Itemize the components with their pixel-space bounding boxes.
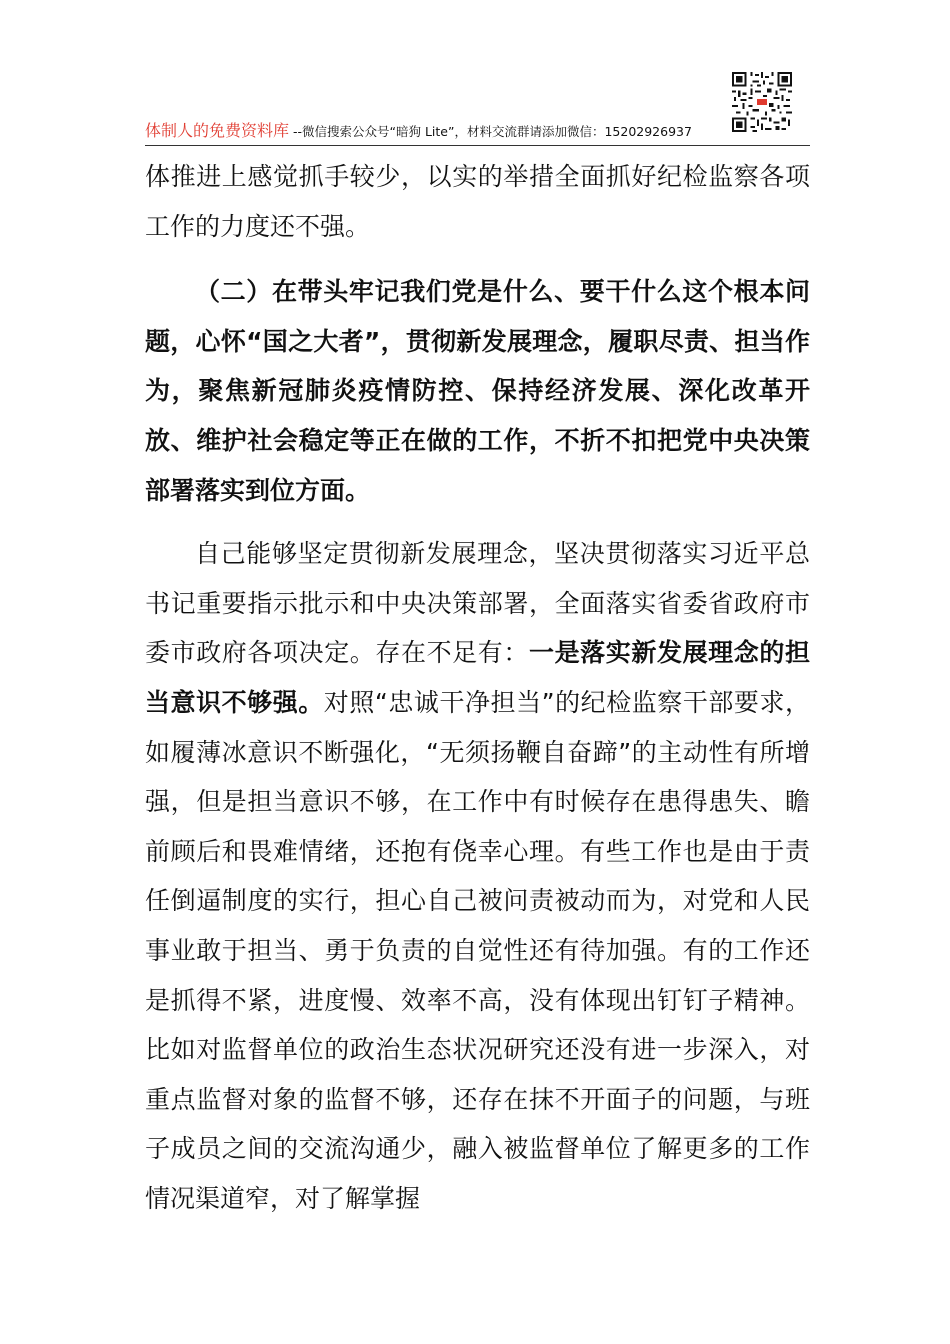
- paragraph-intro: 自己能够坚定贯彻新发展理念，坚决贯彻落实习近平总书记重要指示批示和中央决策部署，全面落实省委省政府市委市政府各项决定。存在不足有：: [145, 539, 810, 668]
- header-brand: 体制人的免费资料库: [145, 121, 290, 140]
- paragraph-continued: 体推进上感觉抓手较少，以实的举措全面抓好纪检监察各项工作的力度还不强。: [145, 162, 810, 241]
- header-tagline: --微信搜索公众号“暗狗 Lite”，材料交流群请添加微信：15202926937: [289, 124, 692, 139]
- paragraph-body: [145, 529, 810, 1223]
- page-header: [145, 70, 810, 146]
- section-heading: （二）在带头牢记我们党是什么、要干什么这个根本问题，心怀“国之大者”，贯彻新发展理念，履职尽责、担当作为，聚焦新冠肺炎疫情防控、保持经济发展、深化改革开放、维护社会稳定等正在做的工作，不折不扣把党中央决策部署落实到位方面。: [145, 277, 810, 505]
- qr-code-icon: [732, 72, 792, 132]
- paragraph-detail: 对照“忠诚干净担当”的纪检监察干部要求，如履薄冰意识不断强化，“无须扬鞭自奋蹄”的主动性有所增强，但是担当意识不够，在工作中有时候存在患得患失、瞻前顾后和畏难情绪，还抱有侥幸心理。有些工作也是由于责任倒逼制度的实行，担心自己被问责被动而为，对党和人民事业敢于担当、勇于负责的自觉性还有待加强。有的工作还是抓得不紧，进度慢、效率不高，没有体现出钉钉子精神。比如对监督单位的政治生态状况研究还没有进一步深入，对重点监督对象的监督不够，还存在抹不开面子的问题，与班子成员之间的交流沟通少，融入被监督单位了解更多的工作情况渠道窄，对了解掌握: [145, 687, 810, 1213]
- document-body: [145, 152, 810, 1223]
- header-text: [145, 122, 692, 141]
- bold-point: 一是落实新发展理念的担当意识不够强。: [145, 638, 810, 717]
